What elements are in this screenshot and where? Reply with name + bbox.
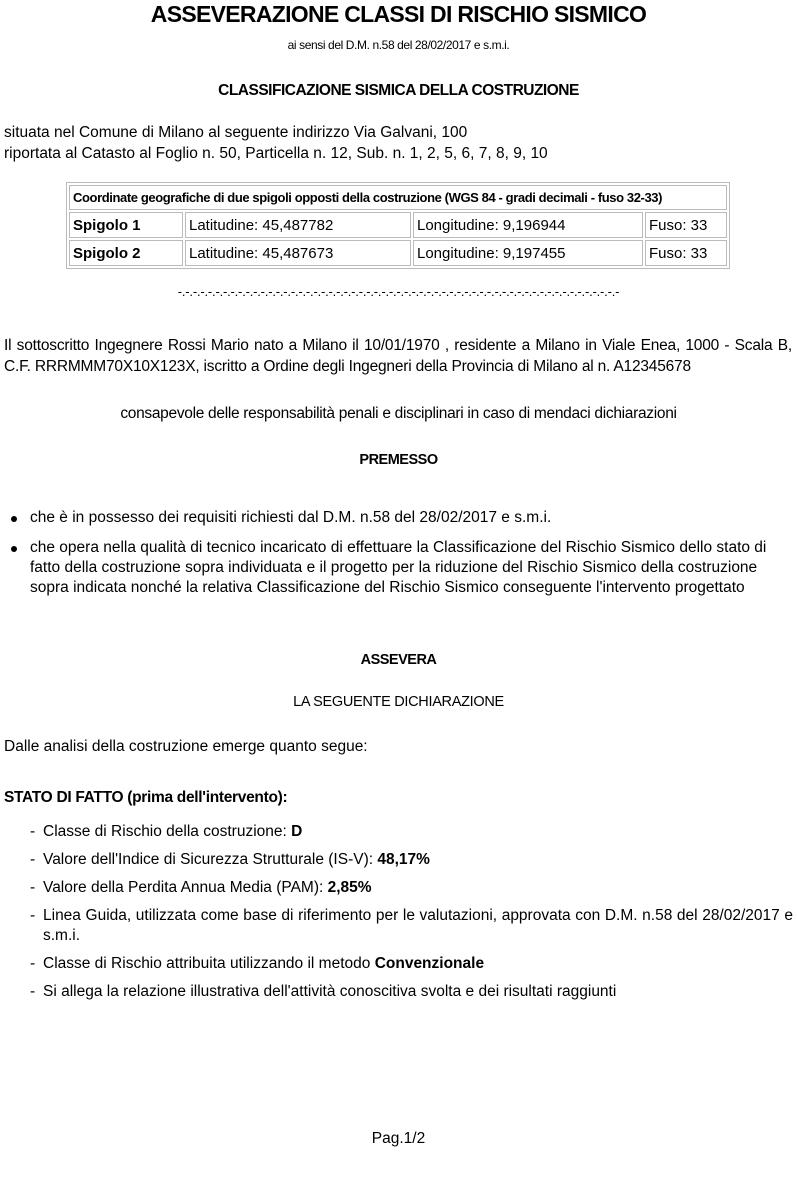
corner-longitude: Longitudine: 9,196944	[413, 212, 643, 238]
list-item	[0, 850, 797, 870]
classification-title: CLASSIFICAZIONE SISMICA DELLA COSTRUZIONE	[218, 82, 579, 99]
dash-icon: -	[30, 823, 36, 840]
assevera-title: ASSEVERA	[360, 652, 437, 668]
list-item	[0, 906, 797, 946]
list-item	[0, 954, 797, 974]
method-value: Convenzionale	[374, 955, 485, 972]
list-item-text: che è in possesso dei requisiti richiesti dal D.M. n.58 del 28/02/2017 e s.m.i.	[30, 509, 552, 526]
dash-icon: -	[30, 851, 36, 868]
declarant-paragraph: Il sottoscritto Ingegnere Rossi Mario nato a Milano il 10/01/1970 , residente a Milano in Viale Enea, 1000 - Scala B, C.F. RRRMMM70X10X123X, iscritto a Ordine degli Ingegneri della Provincia di Milano al n. A12345678	[4, 337, 792, 375]
table-row	[69, 240, 727, 266]
document-subtitle: ai sensi del D.M. n.58 del 28/02/2017 e s.m.i.	[287, 38, 510, 52]
list-item-text: Classe di Rischio della costruzione:	[43, 823, 292, 840]
list-item-text: Classe di Rischio attribuita utilizzando il metodo	[43, 955, 375, 972]
analysis-intro: Dalle analisi della costruzione emerge quanto segue:	[4, 738, 368, 755]
bullet-icon	[11, 546, 17, 552]
list-item-text: Valore dell'Indice di Sicurezza Strutturale (IS-V):	[43, 851, 378, 868]
list-item	[0, 508, 797, 528]
list-item	[0, 822, 797, 842]
pam-value: 2,85%	[327, 879, 372, 896]
isv-value: 48,17%	[377, 851, 430, 868]
dash-icon: -	[30, 955, 36, 972]
premesso-list	[0, 508, 797, 608]
coordinates-header-row	[69, 185, 727, 210]
corner-latitude: Latitudine: 45,487673	[185, 240, 411, 266]
assevera-subtitle: LA SEGUENTE DICHIARAZIONE	[293, 694, 504, 710]
list-item-text: Valore della Perdita Annua Media (PAM):	[43, 879, 328, 896]
coordinates-header: Coordinate geografiche di due spigoli opposti della costruzione (WGS 84 - gradi decimali - fuso 32-33)	[69, 185, 727, 210]
separator-line: -.-.-.-.-.-.-.-.-.-.-.-.-.-.-.-.-.-.-.-.-.-.-.-.-.-.-.-.-.-.-.-.-.-.-.-.-.-.-.-.-.-.-.-.-.-.-.-.-.-.-.-.-.-.-.-.-.-.-	[177, 284, 620, 299]
dash-icon: -	[30, 879, 36, 896]
corner-longitude: Longitudine: 9,197455	[413, 240, 643, 266]
cadastral-reference: riportata al Catasto al Foglio n. 50, Particella n. 12, Sub. n. 1, 2, 5, 6, 7, 8, 9, 10	[4, 145, 548, 162]
list-item	[0, 538, 797, 598]
corner-fuso: Fuso: 33	[645, 212, 727, 238]
bullet-icon	[11, 516, 17, 522]
building-location: situata nel Comune di Milano al seguente indirizzo Via Galvani, 100	[4, 124, 468, 141]
risk-class-value: D	[291, 823, 303, 840]
list-item	[0, 878, 797, 898]
table-row	[69, 212, 727, 238]
list-item-text: Linea Guida, utilizzata come base di riferimento per le valutazioni, approvata con D.M. n.58 del 28/02/2017 e s.m.i.	[43, 907, 793, 944]
coordinates-table	[66, 182, 730, 269]
list-item-text: Si allega la relazione illustrativa dell'attività conoscitiva svolta e dei risultati raggiunti	[43, 983, 617, 1000]
stato-di-fatto-list	[0, 822, 797, 1010]
list-item-text: che opera nella qualità di tecnico incaricato di effettuare la Classificazione del Rischio Sismico dello stato di fatto della costruzione sopra individuata e il progetto per la riduzione del Rischio Sismico della costruzione sopra indicata nonché la relativa Classificazione del Rischio Sismico conseguente l'intervento progettato	[30, 539, 767, 596]
awareness-statement: consapevole delle responsabilità penali e disciplinari in caso di mendaci dichiarazioni	[120, 405, 677, 422]
corner-name: Spigolo 1	[69, 212, 183, 238]
page-number: Pag.1/2	[371, 1130, 426, 1147]
corner-name: Spigolo 2	[69, 240, 183, 266]
corner-latitude: Latitudine: 45,487782	[185, 212, 411, 238]
corner-fuso: Fuso: 33	[645, 240, 727, 266]
list-item	[0, 982, 797, 1002]
document-title: ASSEVERAZIONE CLASSI DI RISCHIO SISMICO	[150, 1, 647, 27]
dash-icon: -	[30, 907, 36, 924]
stato-di-fatto-title: STATO DI FATTO (prima dell'intervento):	[4, 789, 288, 806]
dash-icon: -	[30, 983, 36, 1000]
premesso-title: PREMESSO	[359, 452, 438, 468]
